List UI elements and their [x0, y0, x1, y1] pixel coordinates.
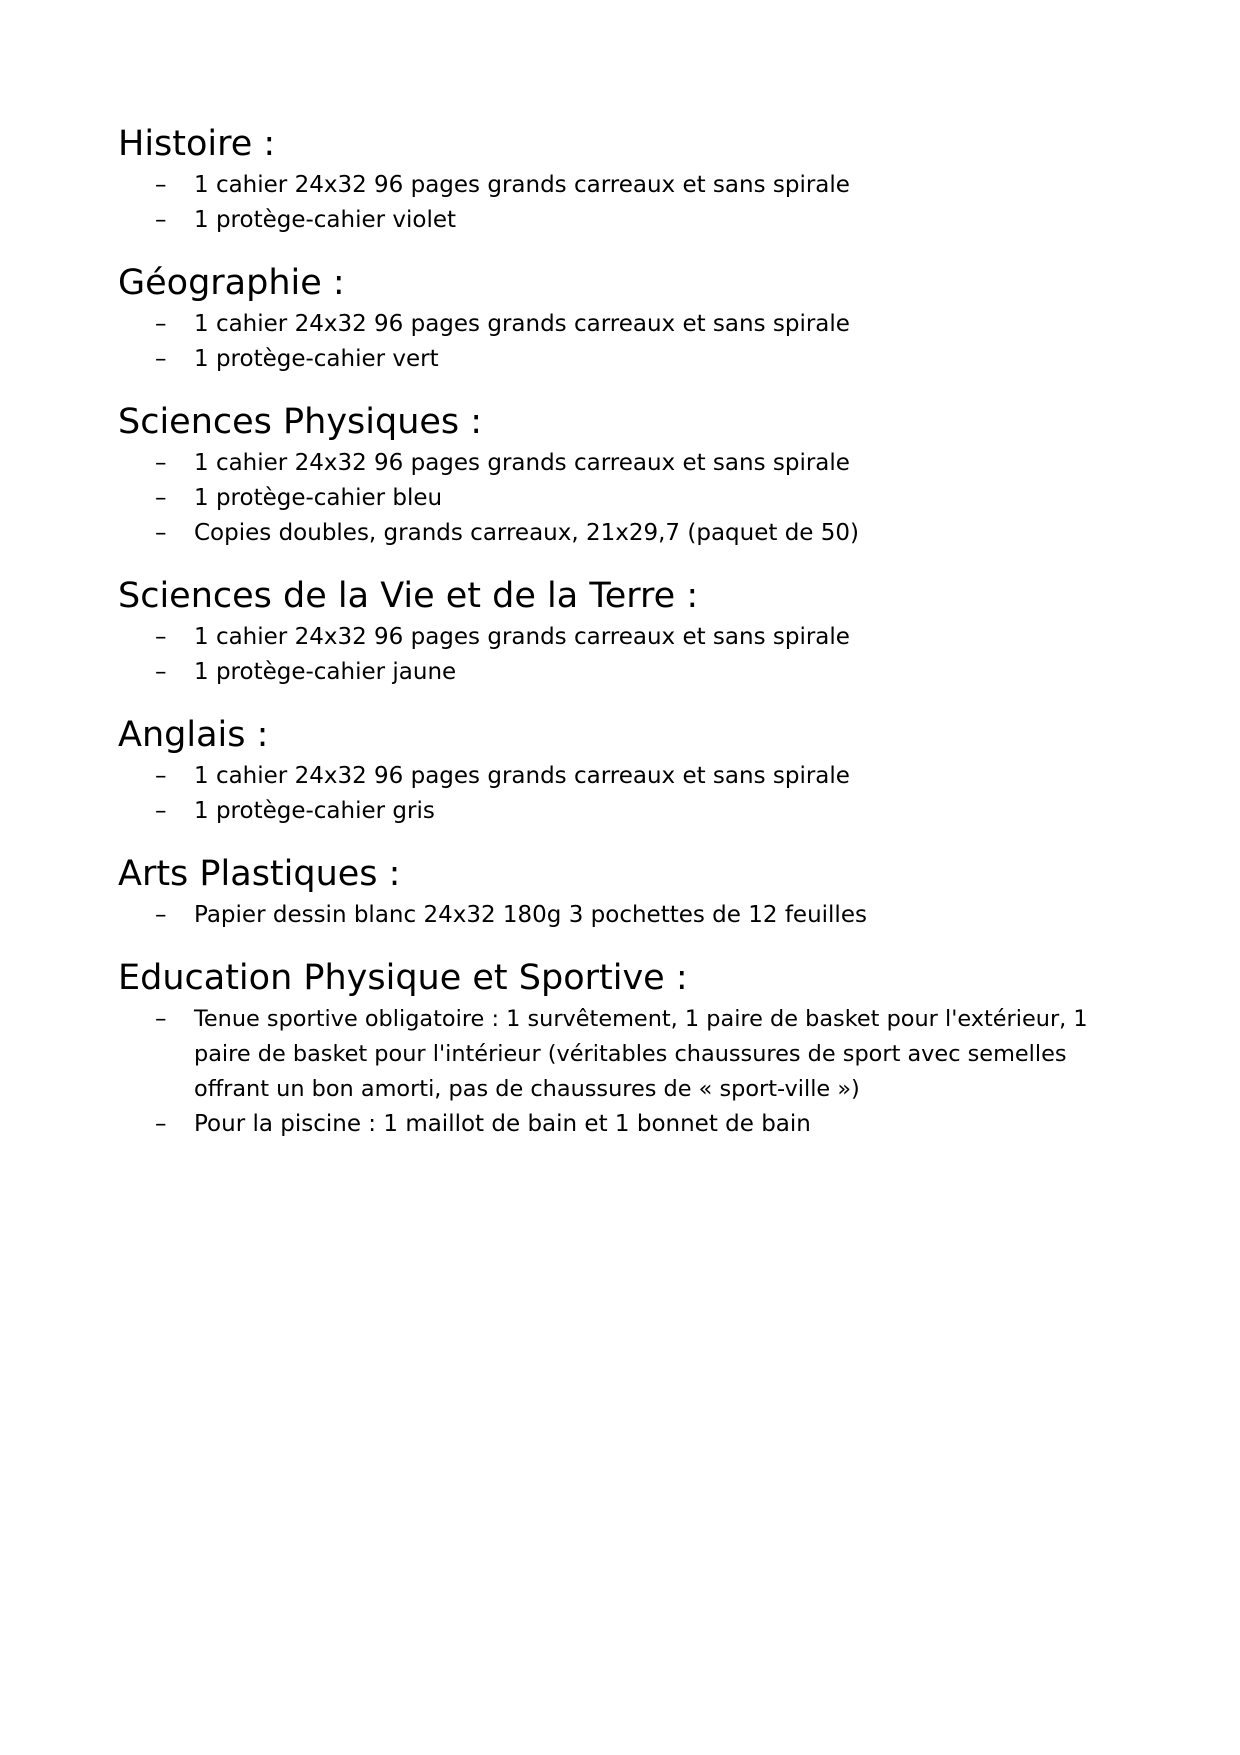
- item-text: 1 cahier 24x32 96 pages grands carreaux et sans spirale: [194, 311, 850, 337]
- item-text: 1 protège-cahier violet: [194, 207, 457, 233]
- list-item: [118, 203, 1128, 238]
- dash-bullet: –: [155, 207, 167, 233]
- item-text: 1 protège-cahier gris: [194, 798, 435, 824]
- list-item: [118, 794, 1128, 829]
- dash-bullet: –: [155, 798, 167, 824]
- item-text: 1 protège-cahier bleu: [194, 485, 443, 511]
- section-title: Histoire :: [118, 124, 276, 164]
- list-item: [118, 1002, 1128, 1107]
- section-geographie: [118, 259, 1128, 377]
- list-item: [118, 307, 1128, 342]
- item-text: 1 cahier 24x32 96 pages grands carreaux et sans spirale: [194, 172, 850, 198]
- supply-list: [118, 120, 1128, 1163]
- item-list: [118, 168, 1128, 238]
- dash-bullet: –: [155, 450, 167, 476]
- list-item: [118, 516, 1128, 551]
- list-item: [118, 446, 1128, 481]
- list-item: [118, 759, 1128, 794]
- item-text: Tenue sportive obligatoire : 1 survêtement, 1 paire de basket pour l'extérieur, 1 paire de basket pour l'intérieur (véritables chaussures de sport avec semelles offrant un bon amorti, pas de chaussures de « sport-ville »): [194, 1006, 1088, 1102]
- section-histoire: [118, 120, 1128, 238]
- item-text: 1 protège-cahier vert: [194, 346, 439, 372]
- item-list: [118, 446, 1128, 551]
- list-item: [118, 655, 1128, 690]
- item-text: 1 cahier 24x32 96 pages grands carreaux et sans spirale: [194, 624, 850, 650]
- section-svt: [118, 572, 1128, 690]
- dash-bullet: –: [155, 763, 167, 789]
- section-title: Education Physique et Sportive :: [118, 958, 688, 998]
- item-text: 1 protège-cahier jaune: [194, 659, 457, 685]
- section-arts-plastiques: [118, 850, 1128, 933]
- list-item: [118, 342, 1128, 377]
- item-text: Papier dessin blanc 24x32 180g 3 pochettes de 12 feuilles: [194, 902, 867, 928]
- dash-bullet: –: [155, 311, 167, 337]
- item-text: Pour la piscine : 1 maillot de bain et 1 bonnet de bain: [194, 1111, 811, 1137]
- list-item: [118, 1107, 1128, 1142]
- dash-bullet: –: [155, 1111, 167, 1137]
- dash-bullet: –: [155, 346, 167, 372]
- list-item: [118, 481, 1128, 516]
- section-title: Géographie :: [118, 263, 345, 303]
- section-title: Anglais :: [118, 715, 269, 755]
- dash-bullet: –: [155, 902, 167, 928]
- section-anglais: [118, 711, 1128, 829]
- item-list: [118, 307, 1128, 377]
- item-list: [118, 1002, 1128, 1142]
- item-text: Copies doubles, grands carreaux, 21x29,7 (paquet de 50): [194, 520, 860, 546]
- section-eps: [118, 954, 1128, 1142]
- list-item: [118, 620, 1128, 655]
- dash-bullet: –: [155, 624, 167, 650]
- item-list: [118, 898, 1128, 933]
- dash-bullet: –: [155, 659, 167, 685]
- section-title: Sciences de la Vie et de la Terre :: [118, 576, 699, 616]
- section-sciences-physiques: [118, 398, 1128, 551]
- section-title: Arts Plastiques :: [118, 854, 401, 894]
- item-text: 1 cahier 24x32 96 pages grands carreaux et sans spirale: [194, 763, 850, 789]
- dash-bullet: –: [155, 1006, 167, 1032]
- list-item: [118, 168, 1128, 203]
- item-list: [118, 759, 1128, 829]
- dash-bullet: –: [155, 520, 167, 546]
- section-title: Sciences Physiques :: [118, 402, 483, 442]
- item-list: [118, 620, 1128, 690]
- dash-bullet: –: [155, 172, 167, 198]
- list-item: [118, 898, 1128, 933]
- dash-bullet: –: [155, 485, 167, 511]
- item-text: 1 cahier 24x32 96 pages grands carreaux et sans spirale: [194, 450, 850, 476]
